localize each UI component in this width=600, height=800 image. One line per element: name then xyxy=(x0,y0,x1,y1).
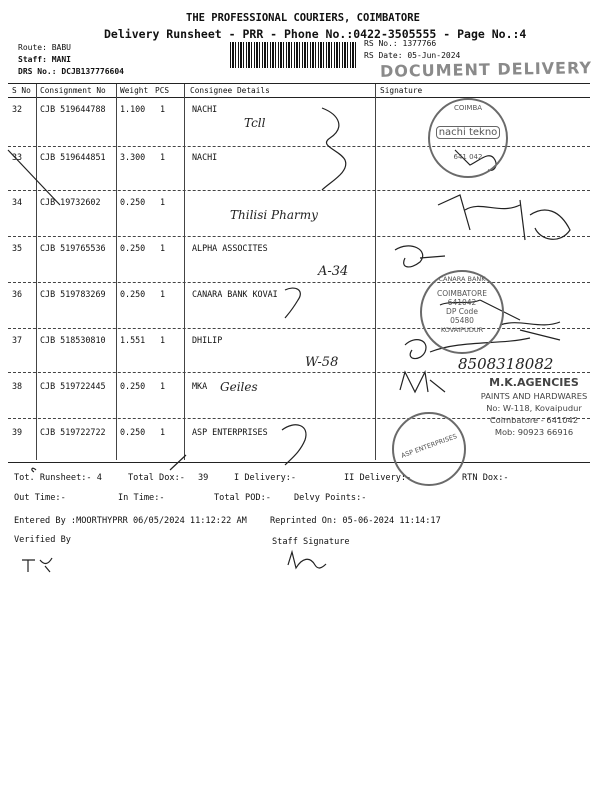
row-weight: 0.250 xyxy=(120,197,146,207)
col-header-sno: S No xyxy=(12,86,31,95)
handwriting-row32: Tcll xyxy=(244,116,266,130)
total-runsheet: Tot. Runsheet:- 4 xyxy=(14,473,102,483)
row-weight: 0.250 xyxy=(120,427,146,437)
handwriting-row37-code: W-58 xyxy=(305,355,339,370)
stamp-text: CANARA BANK xyxy=(438,275,486,283)
total-dox-label: Total Dox:- xyxy=(128,473,185,483)
row-weight: 0.250 xyxy=(120,289,146,299)
col-header-weight: Weight xyxy=(120,86,149,95)
delivery-points: Delvy Points:- xyxy=(294,493,367,503)
row-consignee: NACHI xyxy=(192,152,218,162)
rs-number: RS No.: 1377766 xyxy=(364,39,437,48)
row-weight: 0.250 xyxy=(120,381,146,391)
stamp-text: M.K.AGENCIES xyxy=(489,376,579,389)
row-sno: 33 xyxy=(12,152,23,162)
row-sno: 39 xyxy=(12,427,23,437)
stamp-text: No: W-118, Kovaipudur xyxy=(486,403,582,413)
canara-bank-stamp xyxy=(420,270,504,354)
row-consignment-no: CJB 519783269 xyxy=(40,289,106,299)
row-sno: 34 xyxy=(12,197,23,207)
row-pcs: 1 xyxy=(160,289,166,299)
row-sno: 37 xyxy=(12,335,23,345)
col-header-pcs: PCS xyxy=(155,86,170,95)
row-pcs: 1 xyxy=(160,335,166,345)
row-consignee: MKA xyxy=(192,381,208,391)
stamp-text: COIMBATORE xyxy=(437,289,487,298)
stamp-text: Mob: 90923 66916 xyxy=(494,427,574,437)
row-consignment-no: CJB 519722722 xyxy=(40,427,106,437)
row-consignment-no: CJB 519644788 xyxy=(40,104,106,114)
row-consignee: DHILIP xyxy=(192,335,223,345)
entered-by: Entered By :MOORTHYPRR 06/05/2024 11:12:22 AM xyxy=(14,516,247,526)
col-header-consignment: Consignment No xyxy=(40,86,106,95)
stamp-text: 641042 xyxy=(447,298,477,307)
row-consignment-no: CJB 519644851 xyxy=(40,152,106,162)
row-pcs: 1 xyxy=(160,427,166,437)
row-pcs: 1 xyxy=(160,381,166,391)
row-weight: 1.551 xyxy=(120,335,146,345)
route-label: Route: BABU xyxy=(18,43,71,52)
stamp-text: PAINTS AND HARDWARES xyxy=(480,391,588,401)
total-pod: Total POD:- xyxy=(214,493,271,503)
handwriting-row34: Thilisi Pharmy xyxy=(230,208,318,222)
ii-delivery: II Delivery:- xyxy=(344,473,412,483)
stamp-text: nachi tekno xyxy=(436,126,500,139)
nachi-company-stamp xyxy=(428,98,508,178)
i-delivery: I Delivery:- xyxy=(234,473,297,483)
staff-label: Staff: MANI xyxy=(18,55,71,64)
stamp-text: Coimbatore - 641042 xyxy=(489,415,579,425)
handwriting-row37-phone: 8508318082 xyxy=(458,355,554,373)
rtn-dox: RTN Dox:- xyxy=(462,473,509,483)
row-pcs: 1 xyxy=(160,152,166,162)
stamp-text: 641 042 xyxy=(453,153,483,161)
stamp-text: COIMBA xyxy=(453,104,483,112)
in-time: In Time:- xyxy=(118,493,165,503)
row-consignment-no: CJB 519765536 xyxy=(40,243,106,253)
col-header-consignee: Consignee Details xyxy=(190,86,270,95)
out-time: Out Time:- xyxy=(14,493,66,503)
stamp-text: KOVAIPUDUR xyxy=(440,326,484,334)
total-dox-value: 39 xyxy=(198,473,209,483)
company-name: THE PROFESSIONAL COURIERS, COIMBATORE xyxy=(186,12,420,24)
row-consignee: ASP ENTERPRISES xyxy=(192,427,268,437)
row-sno: 35 xyxy=(12,243,23,253)
row-sno: 36 xyxy=(12,289,23,299)
row-weight: 1.100 xyxy=(120,104,146,114)
row-pcs: 1 xyxy=(160,197,166,207)
col-header-signature: Signature xyxy=(380,86,423,95)
row-pcs: 1 xyxy=(160,243,166,253)
verified-by: Verified By xyxy=(14,535,71,545)
row-consignment-no: CJB 19732602 xyxy=(40,197,101,207)
reprinted-on: Reprinted On: 05-06-2024 11:14:17 xyxy=(270,516,441,526)
row-pcs: 1 xyxy=(160,104,166,114)
stamp-text: 05480 xyxy=(450,316,474,325)
handwriting-row38: Geiles xyxy=(220,380,258,394)
row-consignment-no: CJB 518530810 xyxy=(40,335,106,345)
mk-agencies-stamp xyxy=(478,376,590,437)
handwriting-row35-code: A-34 xyxy=(318,264,349,279)
row-consignee: CANARA BANK KOVAI xyxy=(192,289,278,299)
row-weight: 0.250 xyxy=(120,243,146,253)
row-consignee: ALPHA ASSOCITES xyxy=(192,243,268,253)
row-sno: 32 xyxy=(12,104,23,114)
stamp-text: DP Code xyxy=(446,307,478,316)
staff-signature: Staff Signature xyxy=(272,537,350,547)
document-delivery-stamp: DOCUMENT DELIVERY xyxy=(379,58,593,81)
runsheet-title: Delivery Runsheet - PRR - Phone No.:0422-3505555 - Page No.:4 xyxy=(104,27,527,41)
drs-number: DRS No.: DCJB137776604 xyxy=(18,67,124,76)
row-consignee: NACHI xyxy=(192,104,218,114)
stamp-text: ASP ENTERPRISES xyxy=(399,432,459,460)
row-weight: 3.300 xyxy=(120,152,146,162)
row-sno: 38 xyxy=(12,381,23,391)
row-consignment-no: CJB 519722445 xyxy=(40,381,106,391)
rs-date: RS Date: 05-Jun-2024 xyxy=(364,51,461,60)
